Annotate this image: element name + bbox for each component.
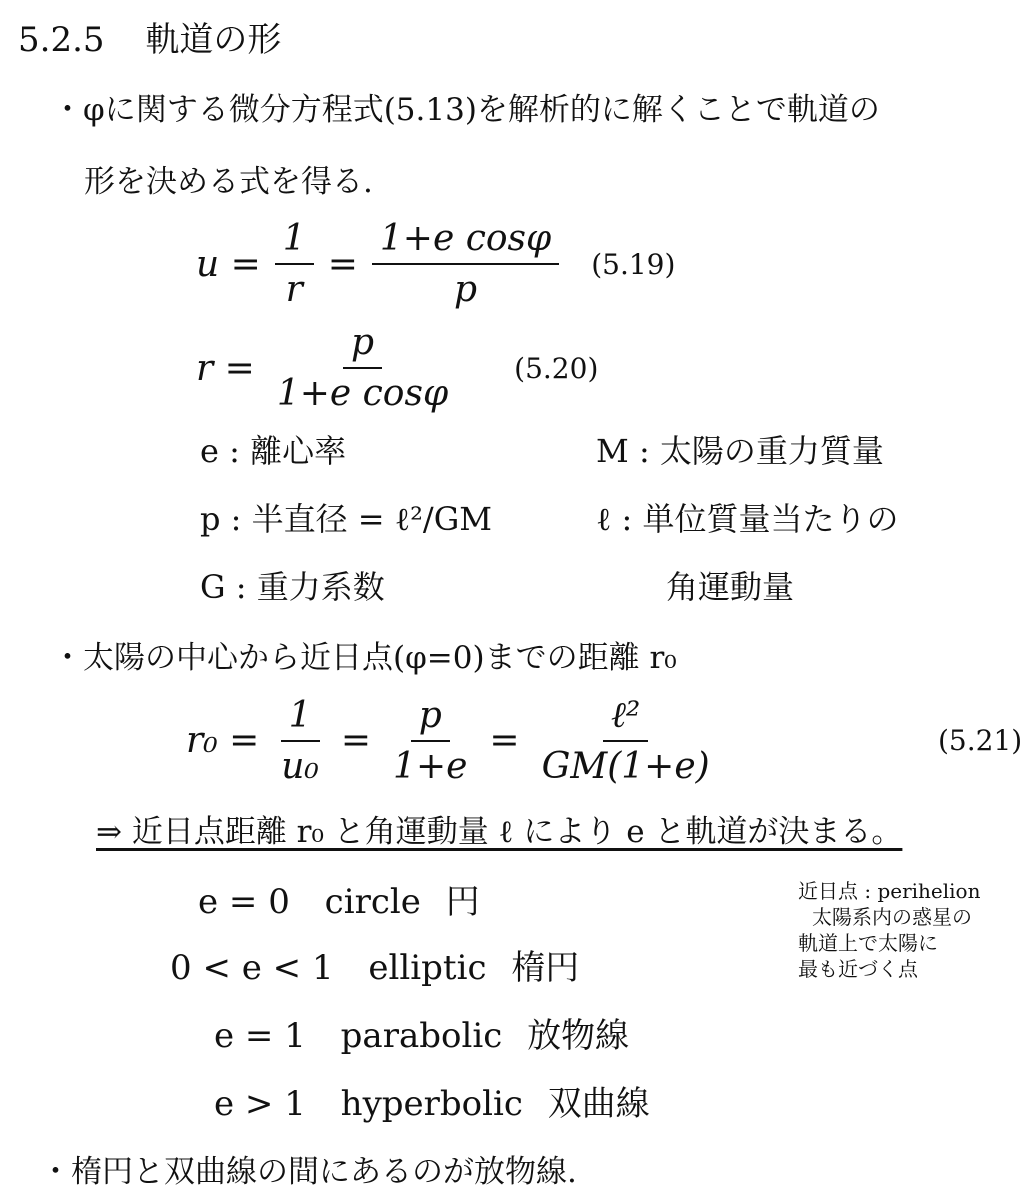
case-row [170, 940, 579, 989]
definition-g: G : 重力系数 [200, 568, 385, 606]
fraction [275, 218, 314, 310]
equation-number: (5.19) [591, 247, 676, 281]
bullet-text-line: ・φに関する微分方程式(5.13)を解析的に解くことで軌道の [52, 92, 880, 128]
definition-e: e : 離心率 [200, 432, 347, 470]
bullet-text-line: ・太陽の中心から近日点(φ=0)までの距離 r₀ [52, 640, 677, 676]
case-name: parabolic [340, 1016, 503, 1056]
fraction [534, 694, 718, 787]
case-condition: e > 1 [214, 1084, 306, 1124]
denominator: 1+e cosφ [276, 373, 449, 414]
fraction [385, 695, 475, 787]
numerator: p [411, 695, 450, 742]
numerator: p [343, 322, 382, 369]
section-title: 軌道の形 [145, 20, 282, 60]
denominator: r [285, 269, 303, 310]
numerator: 1+e cosφ [372, 218, 559, 265]
case-condition: 0 < e < 1 [170, 948, 334, 988]
numerator: ℓ² [603, 694, 648, 742]
equation-5-21 [186, 694, 718, 787]
section-number: 5.2.5 [18, 20, 105, 60]
side-note-line: 最も近づく点 [798, 957, 918, 981]
case-row [214, 1008, 629, 1057]
case-japanese: 放物線 [527, 1016, 630, 1056]
denominator: GM(1+e) [541, 746, 710, 787]
case-name: circle [324, 882, 421, 922]
eq-lhs: u = [196, 243, 261, 285]
side-note-line: 近日点 : perihelion [798, 879, 981, 903]
bullet-text-line: ・楕円と双曲線の間にあるのが放物線. [40, 1154, 577, 1190]
side-note [798, 878, 980, 982]
side-note-line: 太陽系内の惑星の [812, 905, 972, 929]
case-name: hyperbolic [340, 1084, 523, 1124]
numerator: 1 [275, 218, 314, 265]
equals-sign: = [340, 720, 372, 761]
denominator: p [454, 269, 478, 310]
definition-l-cont: 角運動量 [666, 568, 795, 606]
case-japanese: 双曲線 [547, 1084, 650, 1124]
equation-5-20 [196, 322, 598, 414]
case-condition: e = 0 [198, 882, 290, 922]
denominator: u₀ [281, 745, 319, 787]
bullet-text-line: 形を決める式を得る. [84, 164, 373, 200]
eq-lhs: r₀ = [186, 720, 260, 761]
case-japanese: 楕円 [511, 948, 580, 988]
equation-number: (5.20) [514, 351, 599, 385]
equation-number: (5.21) [938, 724, 1023, 757]
equals-sign: = [489, 720, 520, 761]
definition-m: M : 太陽の重力質量 [596, 432, 884, 470]
definition-p: p : 半直径 = ℓ²/GM [200, 500, 493, 538]
case-japanese: 円 [445, 882, 480, 922]
side-note-line: 軌道上で太陽に [798, 931, 938, 955]
case-condition: e = 1 [214, 1016, 306, 1056]
fraction [269, 322, 456, 414]
conclusion-text: ⇒ 近日点距離 r₀ と角運動量 ℓ により e と軌道が決まる。 [96, 814, 903, 850]
case-row [214, 1076, 650, 1125]
fraction [273, 695, 327, 787]
denominator: 1+e [393, 745, 468, 787]
definition-l: ℓ : 単位質量当たりの [596, 500, 899, 538]
section-heading [18, 12, 281, 61]
case-row [198, 874, 480, 923]
eq-lhs: r = [196, 347, 255, 389]
case-name: elliptic [368, 948, 487, 988]
numerator: 1 [281, 695, 320, 742]
equals-sign: = [327, 243, 358, 285]
equation-5-19 [196, 218, 675, 310]
fraction [372, 218, 559, 310]
